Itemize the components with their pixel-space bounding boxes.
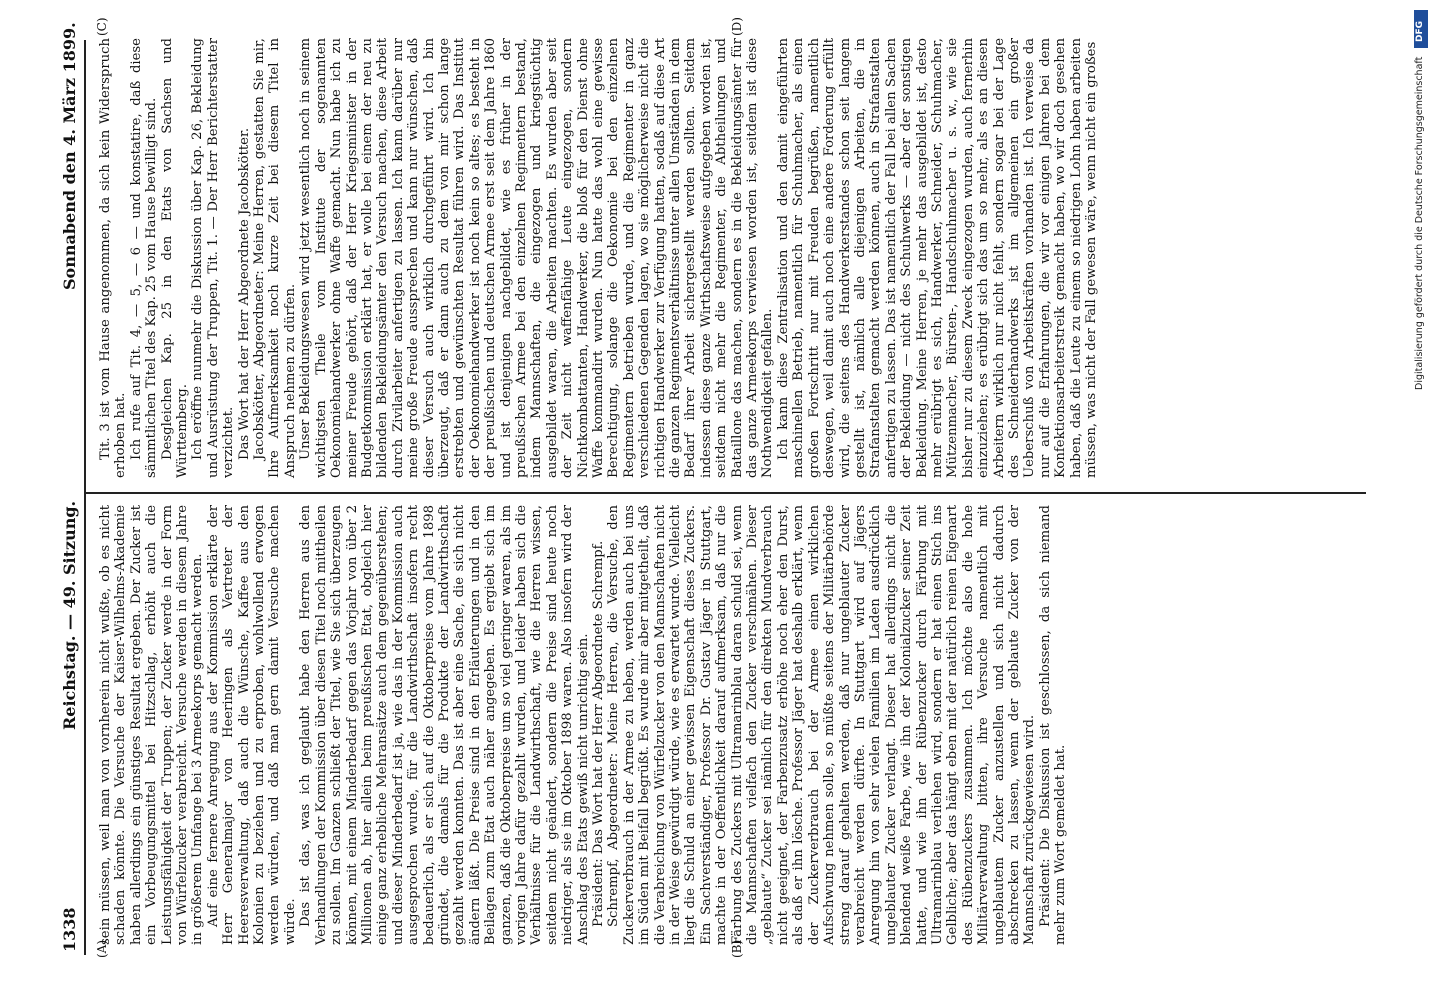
marker-a: (A) xyxy=(95,939,109,958)
marker-d: (D) xyxy=(730,17,744,36)
column-right xyxy=(98,38,1363,478)
paragraph: Ich eröffne nunmehr die Diskussion über Kap. 26, Bekleidung und Ausrüstung der Truppen, Tit. 1. — Der Herr Berichterstatter verzichtet. xyxy=(190,38,237,478)
speech-paragraph: Schrempf, Abgeordneter: Meine Herren, die Versuche, den Zuckerverbrauch in der Armee zu heben, werden auch bei uns im Süden mit Beifall begrüßt. Es wurde mir aber mitgetheilt, daß die Verabreichung von Würfelzucker von den Mannschaften nicht in der Weise gewürdigt würde, wie es erwartet wurde. Vielleicht liegt die Schuld an einer gewissen Eigenschaft dieses Zuckers. Ein Sachverständiger, Professor Dr. Gustav Jäger in Stuttgart, machte in der Oeffentlichkeit darauf aufmerksam, daß nur die Färbung des Zuckers mit Ultramarinblau daran schuld sei, wenn die Mannschaften vielfach den Zucker verschmähen. Dieser „geblaute“ Zucker sei nämlich für den direkten Mundverbrauch nicht geeignet, der Farbenzusatz erhöhe noch eher den Durst, als daß er ihn lösche. Professor Jäger hat deshalb erklärt, wenn der Zuckerverbrauch bei der Armee einen wirklichen Aufschwung nehmen solle, so müßte seitens der Militärbehörde streng darauf gehalten werden, daß nur ungeblauter Zucker verabreicht werden dürfte. In Stuttgart wird auf Jägers Anregung hin von sehr vielen Familien im Laden ausdrücklich ungeblauter Zucker verlangt. Dieser hat allerdings nicht die blendend weiße Farbe, wie ihn der Kolonialzucker seiner Zeit hatte, und wie ihn der Rübenzucker durch Färbung mit Ultramarinblau verliehen wird, sondern er hat einen Stich ins Gelbliche; aber das hängt eben mit der natürlich reinen Eigenart des Rübenzuckers zusammen. Ich möchte also die hohe Militärverwaltung bitten, ihre Versuche namentlich mit ungeblautem Zucker anzustellen und sich nicht dadurch abschrecken zu lassen, wenn der geblaute Zucker von der Mannschaft zurückgewiesen wird. xyxy=(606,505,1038,945)
column-divider xyxy=(86,492,1366,494)
paragraph: Unser Bekleidungswesen wird jetzt wesentlich noch in seinem wichtigsten Theile vom Institute der sogenannten Oekonomiehandwerker ohne Waffe gemacht. Nun habe ich zu meiner Freude gehört, daß der Herr Kriegsminister in der Budgetkommission erklärt hat, er wolle bei einem der neu zu bildenden Bekleidungsämter den Versuch machen, diese Arbeit durch Zivilarbeiter anfertigen zu lassen. Ich kann darüber nur meine große Freude aussprechen und kann nur wünschen, daß dieser Versuch auch wirklich durchgeführt wird. Ich bin überzeugt, daß er dann auch zu dem von mir schon lange erstrebten und gewünschten Resultat führen wird. Das Institut der Oekonomiehandwerker ist noch kein so altes; es besteht in der preußischen und deutschen Armee erst seit dem Jahre 1860 und ist denjenigen nachgebildet, wie es früher in der preußischen Armee bei den einzelnen Regimentern bestand, indem Mannschaften, die eingezogen und kriegstüchtig ausgebildet waren, die Arbeiten machten. Es wurden aber seit der Zeit nicht waffenfähige Leute eingezogen, sondern Nichtkombattanten, Handwerker, die bloß für den Dienst ohne Waffe kommandirt wurden. Nun hatte das wohl eine gewisse Berechtigung, solange die Oekonomie bei den einzelnen Regimentern betrieben wurde, und die Regimenter in ganz verschiedenen Gegenden lagen, wo sie möglicherweise nicht die richtigen Handwerker zur Verfügung hatten, sodaß auf diese Art die ganzen Regimentsverhältnisse unter allen Umständen in dem Bedarf ihrer Arbeit sichergestellt werden sollten. Seitdem indessen diese ganze Wirthschaftsweise aufgegeben worden ist, seitdem nicht mehr die Regimenter, die Abtheilungen und Bataillone das machen, sondern es in die Bekleidungsämter für das ganze Armeekorps verwiesen worden ist, seitdem ist diese Nothwendigkeit gefallen. xyxy=(298,38,776,478)
paragraph: Das Wort hat der Herr Abgeordnete Jacobskötter. xyxy=(236,127,252,460)
marker-c: (C) xyxy=(95,17,109,36)
paragraph: Desgleichen Kap. 25 in den Etats von Sachsen und Württemberg. xyxy=(159,38,191,478)
dfg-logo: DFG xyxy=(1414,10,1428,48)
header-left-title: Reichstag. — 49. Sitzung. xyxy=(60,500,79,730)
speech-paragraph: Jacobskötter, Abgeordneter: Meine Herren, gestatten Sie mir, Ihre Aufmerksamkeit noch kurze Zeit bei diesem Titel in Anspruch nehmen zu dürfen. xyxy=(252,38,298,478)
column-left xyxy=(98,505,1363,945)
header-right-title: Sonnabend den 4. März 1899. xyxy=(60,22,79,290)
paragraph: Das ist das, was ich geglaubt habe den Herren aus den Verhandlungen der Kommission über diesen Titel noch mittheilen zu sollen. Im Ganzen schließt der Titel, wie Sie sich überzeugen können, mit einem Minderbedarf gegen das Vorjahr von über 2 Millionen ab, hier allein beim preußischen Etat, obgleich hier einige ganz erhebliche Mehransätze auch dem gegenüberstehen; und dieser Minderbedarf ist ja, wie das in der Kommission auch ausgesprochen wurde, für die Landwirthschaft insofern recht bedauerlich, als er sich auf die Oktoberpreise vom Jahre 1898 gründet, die damals für die Produkte der Landwirthschaft gezahlt werden konnten. Das ist aber eine Sache, die sich nicht ändern läßt. Die Preise sind in den Erläuterungen und in den Beilagen zum Etat auch näher angegeben. Es ergiebt sich im ganzen, daß die Oktoberpreise um so viel geringer waren, als im vorigen Jahre dafür gezahlt wurden, und leider haben sich die Verhältnisse für die Landwirthschaft, wie die Herren wissen, seitdem nicht geändert, sondern die Preise sind heute noch niedriger, als sie im Oktober 1898 waren. Also insofern wird der Anschlag des Etats gewiß nicht unrichtig sein. xyxy=(298,505,591,945)
page-number: 1338 xyxy=(60,907,79,952)
marker-b: (B) xyxy=(730,939,744,958)
paragraph: Ich kann diese Zentralisation und den damit eingeführten maschinellen Betrieb, namentlich für Schuhmacher, als einen großen Fortschritt nur mit Freuden begrüßen, namentlich deswegen, weil damit auch noch eine andere Forderung erfüllt wird, die seitens des Handwerkerstandes schon seit langem gestellt ist, nämlich alle diejenigen Arbeiten, die in Strafanstalten gemacht werden können, auch in Strafanstalten anfertigen zu lassen. Das ist namentlich der Fall bei allen Sachen der Bekleidung — nicht des Schuhwerks — aber der sonstigen Bekleidung. Meine Herren, je mehr das ausgebildet ist, desto mehr erübrigt es sich, Handwerker, Schneider, Schuhmacher, Mützenmacher, Bürsten-, Handschuhmacher u. s. w., wie sie bisher nur zu diesem Zweck eingezogen wurden, auch fernerhin einzuziehen; es erübrigt sich das um so mehr, als es an diesen Arbeitern wirklich nur nicht fehlt, sondern sogar bei der Lage des Schneiderhandwerks ist im allgemeinen ein großer Ueberschuß von Arbeitskräften vorhanden ist. Ich verweise da nur auf die Erfahrungen, die wir vor einigen Jahren bei dem Konfektionsarbeiterstreik gemacht haben, wo wir doch gesehen haben, daß die Leute zu einem so niedrigen Lohn haben arbeiten müssen, was nicht der Fall gewesen wäre, wenn nicht ein großes xyxy=(775,38,1099,478)
paragraph: Tit. 3 ist vom Hause angenommen, da sich kein Widerspruch erhoben hat. xyxy=(98,38,129,478)
dfg-notice: Digitalisierung gefördert durch die Deutsche Forschungsgemeinschaft xyxy=(1414,56,1425,390)
paragraph: sein müssen, weil man von vornherein nicht wußte, ob es nicht schaden könnte. Die Versuche der Kaiser-Wilhelms-Akademie haben allerdings ein günstiges Resultat ergeben. Der Zucker ist ein Vorbeugungsmittel bei Hitzschlag, erhöht auch die Leistungsfähigkeit der Truppen; der Zucker werde in der Form von Würfelzucker verabreicht. Versuche werden in diesem Jahre in größerem Umfange bei 3 Armeekorps gemacht werden. xyxy=(98,505,206,945)
speaker-paragraph: Präsident: Die Diskussion ist geschlossen, da sich niemand mehr zum Wort gemeldet hat. xyxy=(1037,505,1069,945)
paragraph: Auf eine fernere Anregung aus der Kommission erklärte der Herr Generalmajor von Heeringen als Vertreter der Heeresverwaltung, daß auch die Wünsche, Kaffee aus den Kolonien zu beziehen und zu erproben, wohlwollend erwogen werden würden, und daß man gern damit Versuche machen würde. xyxy=(205,505,298,945)
speaker-paragraph: Präsident: Das Wort hat der Herr Abgeordnete Schrempf. xyxy=(591,540,606,927)
paragraph: Ich rufe auf Tit. 4, — 5, — 6 — und konstatire, daß diese sämmtlichen Titel des Kap. 25 vom Hause bewilligt sind. xyxy=(128,38,160,478)
header-rule xyxy=(84,40,86,955)
